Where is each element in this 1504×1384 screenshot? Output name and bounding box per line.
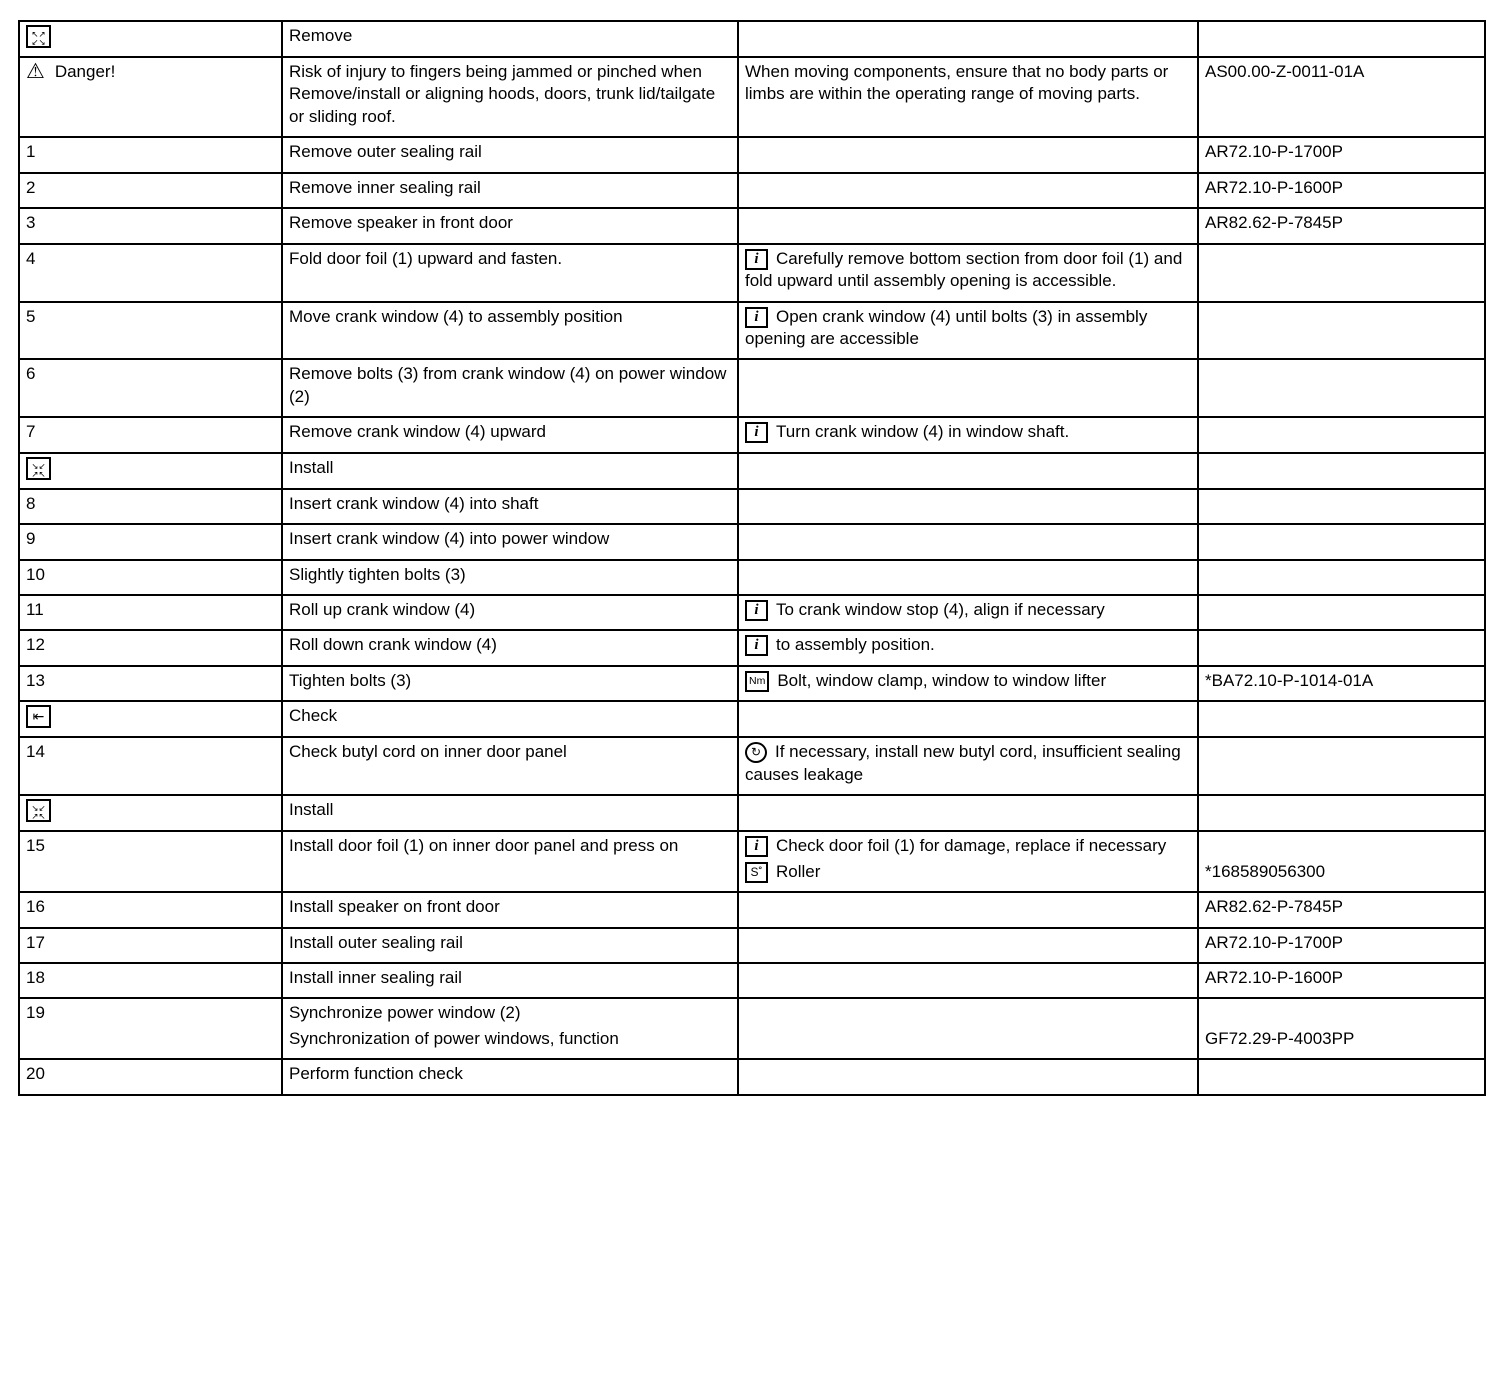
step-cell [19, 57, 282, 137]
note-cell [738, 173, 1198, 208]
note [745, 421, 1189, 443]
step-cell [19, 595, 282, 630]
step-number: 3 [26, 213, 36, 233]
step-number: 17 [26, 932, 45, 952]
description-cell [282, 701, 738, 737]
reference-cell [1198, 831, 1485, 892]
note-text: To crank window stop (4), align if necessary [776, 600, 1105, 619]
description-line: Remove outer sealing rail [289, 142, 482, 162]
description-line: Install outer sealing rail [289, 932, 463, 952]
section-title: Remove [289, 26, 353, 45]
description-line: Remove inner sealing rail [289, 177, 481, 197]
table-row [19, 666, 1485, 701]
description-line: Risk of injury to fingers being jammed or pinched when Remove/install or aligning hoods, doors, trunk lid/tailgate or sliding roof. [289, 62, 716, 126]
step-number: 4 [26, 248, 36, 268]
note-cell [738, 21, 1198, 57]
step-cell [19, 630, 282, 665]
section-title: Install [289, 800, 334, 820]
table-row [19, 489, 1485, 524]
danger-icon: ⚠ [26, 60, 45, 83]
doc-reference: *BA72.10-P-1014-01A [1205, 670, 1374, 690]
step-number: 9 [26, 529, 36, 549]
step-cell [19, 1059, 282, 1094]
danger-row [19, 57, 1485, 137]
step-number: 7 [26, 422, 36, 442]
table-row [19, 630, 1485, 665]
note-cell [738, 737, 1198, 795]
description-line: Install door foil (1) on inner door panel and press on [289, 836, 679, 856]
description-cell [282, 137, 738, 172]
step-cell [19, 524, 282, 559]
note [745, 861, 1189, 883]
description-cell [282, 302, 738, 360]
note-cell [738, 892, 1198, 927]
step-cell [19, 244, 282, 302]
step-number: 8 [26, 493, 36, 513]
table-row [19, 524, 1485, 559]
step-number: 5 [26, 306, 36, 326]
note-cell [738, 831, 1198, 892]
description-cell [282, 57, 738, 137]
note-text: to assembly position. [776, 635, 935, 655]
table-row [19, 137, 1485, 172]
info-icon: i [745, 307, 768, 328]
reference-cell [1198, 453, 1485, 489]
note [745, 248, 1189, 293]
note-cell [738, 57, 1198, 137]
reference-cell [1198, 524, 1485, 559]
step-cell [19, 21, 282, 57]
step-cell [19, 795, 282, 831]
reference-cell [1198, 795, 1485, 831]
description-line: Roll up crank window (4) [289, 600, 476, 619]
table-row [19, 831, 1485, 892]
description-cell [282, 208, 738, 243]
description-line: Insert crank window (4) into shaft [289, 493, 539, 513]
note [745, 599, 1189, 621]
step-number: 18 [26, 967, 45, 987]
description-cell [282, 359, 738, 417]
table-row [19, 302, 1485, 360]
note-cell [738, 359, 1198, 417]
step-number: 1 [26, 142, 36, 162]
description-cell [282, 892, 738, 927]
table-row [19, 1059, 1485, 1094]
table-row [19, 560, 1485, 595]
doc-reference: GF72.29-P-4003PP [1205, 1028, 1355, 1048]
info-icon: i [745, 836, 768, 857]
procedure-table [18, 20, 1486, 1096]
reference-cell [1198, 489, 1485, 524]
table-row [19, 963, 1485, 998]
description-cell [282, 1059, 738, 1094]
doc-reference: AR72.10-P-1600P [1205, 177, 1343, 197]
table-row [19, 208, 1485, 243]
step-number: 16 [26, 897, 45, 917]
note-cell [738, 417, 1198, 452]
step-cell [19, 453, 282, 489]
description-line: Tighten bolts (3) [289, 670, 412, 690]
note-cell [738, 630, 1198, 665]
step-cell [19, 963, 282, 998]
description-cell [282, 831, 738, 892]
table-row [19, 359, 1485, 417]
doc-reference: AR82.62-P-7845P [1205, 213, 1343, 233]
description-line: Perform function check [289, 1064, 463, 1084]
doc-reference: *168589056300 [1205, 861, 1326, 881]
note [745, 634, 1189, 656]
reference-cell [1198, 630, 1485, 665]
reference-cell [1198, 560, 1485, 595]
description-cell [282, 489, 738, 524]
section-title: Check [289, 706, 338, 726]
step-cell [19, 302, 282, 360]
description-line: Synchronization of power windows, function [289, 1028, 619, 1048]
note-cell [738, 453, 1198, 489]
description-line: Synchronize power window (2) [289, 1003, 521, 1023]
install-icon: ↘↙ ↗↖ [26, 457, 51, 480]
doc-reference: AR82.62-P-7845P [1205, 897, 1343, 917]
table-row [19, 998, 1485, 1059]
reference-cell [1198, 998, 1485, 1059]
reference-cell [1198, 666, 1485, 701]
info-icon: i [745, 422, 768, 443]
step-number: 20 [26, 1064, 45, 1084]
table-row [19, 928, 1485, 963]
step-cell [19, 998, 282, 1059]
doc-reference: AR72.10-P-1600P [1205, 967, 1343, 987]
description-cell [282, 963, 738, 998]
reference-cell [1198, 737, 1485, 795]
description-cell [282, 595, 738, 630]
step-cell [19, 666, 282, 701]
note [745, 670, 1189, 692]
reference-cell [1198, 701, 1485, 737]
section-title: Install [289, 457, 334, 477]
reference-cell [1198, 359, 1485, 417]
nm-icon: Nm [745, 671, 769, 692]
reference-cell [1198, 892, 1485, 927]
description-line: Check butyl cord on inner door panel [289, 742, 567, 762]
doc-reference: AR72.10-P-1700P [1205, 932, 1343, 952]
step-cell [19, 137, 282, 172]
step-number: 12 [26, 635, 45, 655]
doc-reference: AR72.10-P-1700P [1205, 142, 1343, 162]
note-cell [738, 208, 1198, 243]
step-cell [19, 489, 282, 524]
step-cell [19, 173, 282, 208]
note-cell [738, 963, 1198, 998]
step-number: 2 [26, 177, 36, 197]
reference-cell [1198, 595, 1485, 630]
note-cell [738, 666, 1198, 701]
description-cell [282, 630, 738, 665]
roller-icon: S˚ [745, 862, 768, 883]
reference-cell [1198, 173, 1485, 208]
description-cell [282, 928, 738, 963]
step-cell [19, 208, 282, 243]
description-line: Remove speaker in front door [289, 213, 513, 233]
reference-cell [1198, 244, 1485, 302]
description-line: Fold door foil (1) upward and fasten. [289, 248, 563, 268]
note [745, 306, 1189, 351]
step-cell [19, 928, 282, 963]
remove-icon: ↖↗ ↙↘ [26, 25, 51, 48]
step-number: 14 [26, 742, 45, 762]
note-text: Roller [776, 861, 821, 881]
step-number: 11 [26, 600, 44, 619]
info-icon: i [745, 600, 768, 621]
description-cell [282, 21, 738, 57]
step-number: 13 [26, 670, 45, 690]
note [745, 835, 1189, 857]
reference-cell [1198, 208, 1485, 243]
description-line: Remove bolts (3) from crank window (4) on power window (2) [289, 364, 727, 406]
reference-cell [1198, 963, 1485, 998]
description-cell [282, 453, 738, 489]
note-cell [738, 489, 1198, 524]
step-cell [19, 359, 282, 417]
reference-cell [1198, 21, 1485, 57]
section-row [19, 701, 1485, 737]
description-cell [282, 737, 738, 795]
section-row [19, 453, 1485, 489]
note-cell [738, 701, 1198, 737]
note-text: Bolt, window clamp, window to window lifter [777, 670, 1107, 690]
note-cell [738, 302, 1198, 360]
note [745, 741, 1189, 786]
description-cell [282, 795, 738, 831]
doc-reference: AS00.00-Z-0011-01A [1205, 62, 1365, 81]
check-icon: ⇤ [26, 705, 51, 728]
table-row [19, 892, 1485, 927]
note-text: Check door foil (1) for damage, replace if necessary [776, 836, 1167, 856]
table-row [19, 173, 1485, 208]
step-cell [19, 737, 282, 795]
table-row [19, 737, 1485, 795]
danger-label: Danger! [54, 62, 116, 81]
reference-cell [1198, 417, 1485, 452]
description-cell [282, 173, 738, 208]
description-cell [282, 244, 738, 302]
install-icon: ↘↙ ↗↖ [26, 799, 51, 822]
reference-cell [1198, 1059, 1485, 1094]
description-line: Remove crank window (4) upward [289, 422, 546, 442]
note [745, 61, 1189, 106]
note-cell [738, 928, 1198, 963]
reference-cell [1198, 137, 1485, 172]
step-cell [19, 417, 282, 452]
section-row [19, 795, 1485, 831]
info-icon: i [745, 635, 768, 656]
replace-icon: ↻ [745, 742, 767, 763]
step-cell [19, 892, 282, 927]
reference-cell [1198, 302, 1485, 360]
note-text: Open crank window (4) until bolts (3) in assembly opening are accessible [745, 306, 1148, 348]
note-cell [738, 795, 1198, 831]
info-icon: i [745, 249, 768, 270]
description-cell [282, 666, 738, 701]
note-text: Carefully remove bottom section from door foil (1) and fold upward until assembly opening is accessible. [745, 248, 1183, 291]
table-row [19, 417, 1485, 452]
description-line: Install inner sealing rail [289, 967, 462, 987]
step-number: 10 [26, 564, 45, 584]
description-cell [282, 998, 738, 1059]
note-text: When moving components, ensure that no body parts or limbs are within the operating range of moving parts. [745, 62, 1169, 104]
step-cell [19, 701, 282, 737]
note-cell [738, 595, 1198, 630]
note-cell [738, 560, 1198, 595]
reference-cell [1198, 928, 1485, 963]
procedure-table-body [19, 21, 1485, 1095]
description-line: Roll down crank window (4) [289, 635, 497, 655]
step-number: 15 [26, 836, 45, 856]
reference-cell [1198, 57, 1485, 137]
table-row [19, 595, 1485, 630]
description-line: Move crank window (4) to assembly position [289, 306, 623, 326]
description-cell [282, 524, 738, 559]
note-cell [738, 998, 1198, 1059]
description-line: Insert crank window (4) into power window [289, 529, 610, 549]
note-cell [738, 1059, 1198, 1094]
description-cell [282, 560, 738, 595]
description-line: Install speaker on front door [289, 897, 500, 917]
description-cell [282, 417, 738, 452]
step-number: 19 [26, 1003, 45, 1023]
step-cell [19, 831, 282, 892]
step-cell [19, 560, 282, 595]
table-row [19, 244, 1485, 302]
note-cell [738, 524, 1198, 559]
note-cell [738, 137, 1198, 172]
note-cell [738, 244, 1198, 302]
note-text: Turn crank window (4) in window shaft. [776, 422, 1070, 442]
section-row [19, 21, 1485, 57]
description-line: Slightly tighten bolts (3) [289, 564, 466, 584]
note-text: If necessary, install new butyl cord, insufficient sealing causes leakage [745, 742, 1181, 784]
step-number: 6 [26, 364, 36, 384]
